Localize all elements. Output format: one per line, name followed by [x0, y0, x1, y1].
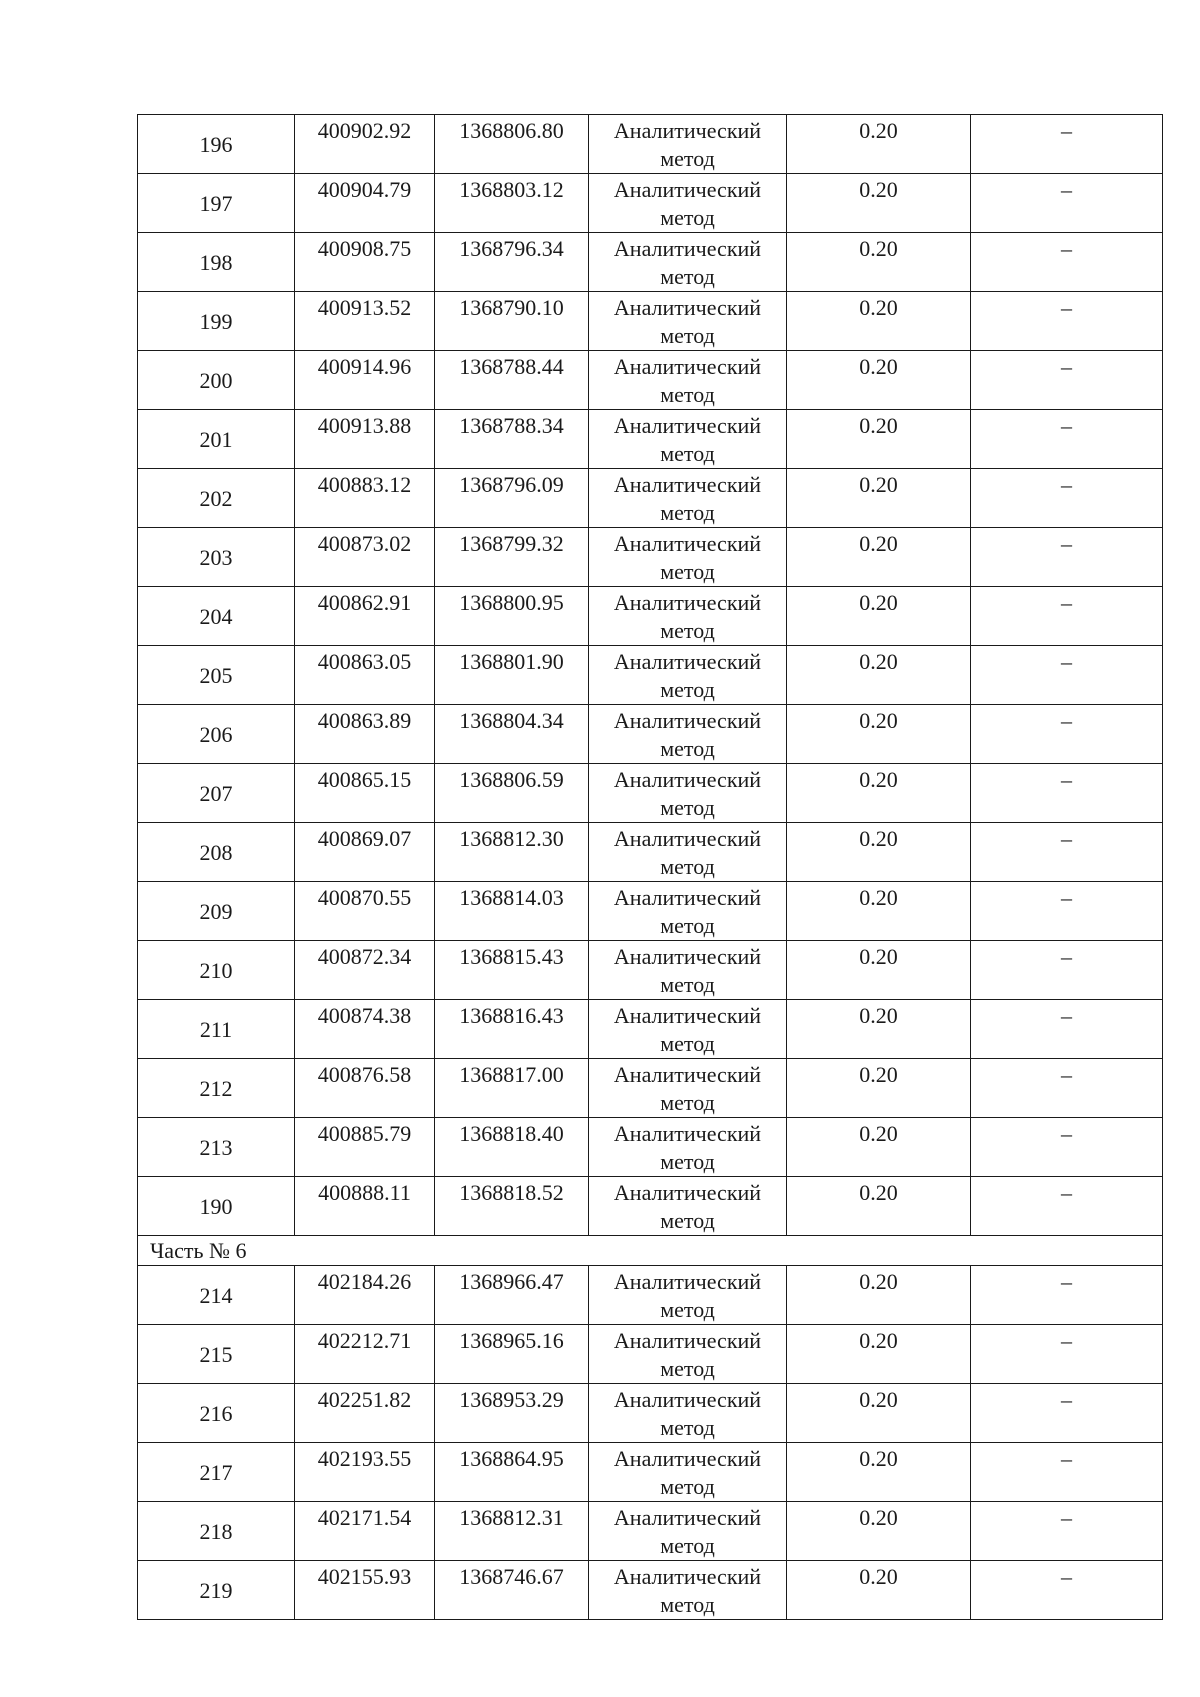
method-cell [589, 469, 787, 528]
table-row [138, 174, 1163, 233]
accuracy: 0.20 [787, 587, 971, 646]
method-cell [589, 823, 787, 882]
coord-x: 400908.75 [295, 233, 435, 292]
method-cell [589, 1266, 787, 1325]
table-row [138, 646, 1163, 705]
method-line1: Аналитический [613, 767, 762, 792]
coord-y: 1368817.00 [435, 1059, 589, 1118]
point-number: 209 [138, 882, 295, 941]
note: – [971, 233, 1163, 292]
accuracy: 0.20 [787, 410, 971, 469]
note: – [971, 1059, 1163, 1118]
point-number: 197 [138, 174, 295, 233]
coord-y: 1368796.09 [435, 469, 589, 528]
accuracy: 0.20 [787, 823, 971, 882]
note: – [971, 1177, 1163, 1236]
method-cell [589, 1502, 787, 1561]
table-row [138, 705, 1163, 764]
coord-y: 1368788.44 [435, 351, 589, 410]
method-cell [589, 174, 787, 233]
method-line1: Аналитический [613, 1387, 762, 1412]
note: – [971, 705, 1163, 764]
accuracy: 0.20 [787, 1384, 971, 1443]
point-number: 196 [138, 115, 295, 174]
method-line1: Аналитический [613, 1269, 762, 1294]
method-line2: метод [660, 736, 715, 761]
note: – [971, 528, 1163, 587]
accuracy: 0.20 [787, 292, 971, 351]
method-line1: Аналитический [613, 413, 762, 438]
note: – [971, 764, 1163, 823]
table-row [138, 1325, 1163, 1384]
accuracy: 0.20 [787, 705, 971, 764]
coord-x: 402212.71 [295, 1325, 435, 1384]
method-line1: Аналитический [613, 944, 762, 969]
accuracy: 0.20 [787, 528, 971, 587]
point-number: 207 [138, 764, 295, 823]
coord-y: 1368746.67 [435, 1561, 589, 1620]
method-line2: метод [660, 677, 715, 702]
method-line1: Аналитический [613, 1003, 762, 1028]
note: – [971, 410, 1163, 469]
coord-y: 1368801.90 [435, 646, 589, 705]
table-row [138, 941, 1163, 1000]
method-line1: Аналитический [613, 1062, 762, 1087]
point-number: 211 [138, 1000, 295, 1059]
method-line2: метод [660, 323, 715, 348]
table-row [138, 1000, 1163, 1059]
coord-y: 1368803.12 [435, 174, 589, 233]
coord-x: 402155.93 [295, 1561, 435, 1620]
table-body [138, 115, 1163, 1620]
coord-y: 1368812.31 [435, 1502, 589, 1561]
method-cell [589, 1000, 787, 1059]
method-cell [589, 1325, 787, 1384]
method-cell [589, 941, 787, 1000]
note: – [971, 823, 1163, 882]
table-row [138, 410, 1163, 469]
coord-y: 1368806.80 [435, 115, 589, 174]
method-line2: метод [660, 146, 715, 171]
accuracy: 0.20 [787, 1325, 971, 1384]
point-number: 205 [138, 646, 295, 705]
coord-y: 1368816.43 [435, 1000, 589, 1059]
point-number: 214 [138, 1266, 295, 1325]
method-cell [589, 528, 787, 587]
note: – [971, 646, 1163, 705]
method-cell [589, 882, 787, 941]
table-row [138, 587, 1163, 646]
coord-x: 402251.82 [295, 1384, 435, 1443]
point-number: 198 [138, 233, 295, 292]
coord-y: 1368799.32 [435, 528, 589, 587]
method-line2: метод [660, 1208, 715, 1233]
method-cell [589, 1561, 787, 1620]
method-line2: метод [660, 1415, 715, 1440]
method-line2: метод [660, 618, 715, 643]
method-cell [589, 233, 787, 292]
method-line2: метод [660, 1090, 715, 1115]
note: – [971, 469, 1163, 528]
method-cell [589, 115, 787, 174]
method-line2: метод [660, 264, 715, 289]
method-line1: Аналитический [613, 1446, 762, 1471]
method-cell [589, 1059, 787, 1118]
method-cell [589, 292, 787, 351]
accuracy: 0.20 [787, 469, 971, 528]
note: – [971, 1325, 1163, 1384]
table-row [138, 882, 1163, 941]
table-row [138, 764, 1163, 823]
method-line1: Аналитический [613, 354, 762, 379]
accuracy: 0.20 [787, 115, 971, 174]
note: – [971, 882, 1163, 941]
coord-y: 1368818.40 [435, 1118, 589, 1177]
table-row [138, 1384, 1163, 1443]
coord-x: 400885.79 [295, 1118, 435, 1177]
coord-y: 1368800.95 [435, 587, 589, 646]
coord-y: 1368814.03 [435, 882, 589, 941]
method-line1: Аналитический [613, 1180, 762, 1205]
coord-y: 1368953.29 [435, 1384, 589, 1443]
note: – [971, 292, 1163, 351]
point-number: 210 [138, 941, 295, 1000]
table-row [138, 1561, 1163, 1620]
coord-x: 400904.79 [295, 174, 435, 233]
point-number: 190 [138, 1177, 295, 1236]
method-cell [589, 1384, 787, 1443]
coord-x: 400863.89 [295, 705, 435, 764]
coord-x: 402184.26 [295, 1266, 435, 1325]
method-line1: Аналитический [613, 590, 762, 615]
coordinates-table [137, 114, 1163, 1620]
accuracy: 0.20 [787, 1561, 971, 1620]
method-line2: метод [660, 559, 715, 584]
coord-y: 1368796.34 [435, 233, 589, 292]
coord-x: 400902.92 [295, 115, 435, 174]
accuracy: 0.20 [787, 646, 971, 705]
table-row [138, 1177, 1163, 1236]
method-cell [589, 351, 787, 410]
table-row [138, 823, 1163, 882]
coord-x: 400874.38 [295, 1000, 435, 1059]
point-number: 201 [138, 410, 295, 469]
method-line1: Аналитический [613, 1328, 762, 1353]
method-line2: метод [660, 854, 715, 879]
note: – [971, 1000, 1163, 1059]
method-line1: Аналитический [613, 236, 762, 261]
accuracy: 0.20 [787, 1177, 971, 1236]
method-line2: метод [660, 500, 715, 525]
table-row [138, 1502, 1163, 1561]
coord-x: 402171.54 [295, 1502, 435, 1561]
method-line1: Аналитический [613, 649, 762, 674]
note: – [971, 115, 1163, 174]
table-row [138, 1059, 1163, 1118]
table-row [138, 469, 1163, 528]
coord-x: 400913.88 [295, 410, 435, 469]
method-line2: метод [660, 1297, 715, 1322]
accuracy: 0.20 [787, 1059, 971, 1118]
coord-x: 400865.15 [295, 764, 435, 823]
coord-x: 400863.05 [295, 646, 435, 705]
method-line2: метод [660, 1474, 715, 1499]
accuracy: 0.20 [787, 882, 971, 941]
coord-x: 402193.55 [295, 1443, 435, 1502]
coord-x: 400888.11 [295, 1177, 435, 1236]
method-line1: Аналитический [613, 118, 762, 143]
method-line1: Аналитический [613, 295, 762, 320]
point-number: 203 [138, 528, 295, 587]
method-line1: Аналитический [613, 885, 762, 910]
table-row [138, 292, 1163, 351]
method-line1: Аналитический [613, 826, 762, 851]
table-row [138, 351, 1163, 410]
method-line2: метод [660, 1031, 715, 1056]
section-label: Часть № 6 [138, 1236, 1163, 1266]
method-cell [589, 1177, 787, 1236]
method-cell [589, 1118, 787, 1177]
method-line2: метод [660, 1533, 715, 1558]
accuracy: 0.20 [787, 1118, 971, 1177]
section-header-row [138, 1236, 1163, 1266]
note: – [971, 1266, 1163, 1325]
table-row [138, 528, 1163, 587]
table-row [138, 1443, 1163, 1502]
method-line1: Аналитический [613, 1121, 762, 1146]
accuracy: 0.20 [787, 764, 971, 823]
coord-y: 1368864.95 [435, 1443, 589, 1502]
table-row [138, 1266, 1163, 1325]
method-line1: Аналитический [613, 472, 762, 497]
table-row [138, 115, 1163, 174]
table-row [138, 1118, 1163, 1177]
coord-y: 1368812.30 [435, 823, 589, 882]
point-number: 212 [138, 1059, 295, 1118]
coord-x: 400873.02 [295, 528, 435, 587]
method-line2: метод [660, 441, 715, 466]
coord-y: 1368818.52 [435, 1177, 589, 1236]
point-number: 202 [138, 469, 295, 528]
method-line1: Аналитический [613, 1564, 762, 1589]
method-line1: Аналитический [613, 177, 762, 202]
note: – [971, 941, 1163, 1000]
note: – [971, 1561, 1163, 1620]
table-row [138, 233, 1163, 292]
method-cell [589, 764, 787, 823]
accuracy: 0.20 [787, 351, 971, 410]
point-number: 216 [138, 1384, 295, 1443]
point-number: 208 [138, 823, 295, 882]
accuracy: 0.20 [787, 233, 971, 292]
point-number: 217 [138, 1443, 295, 1502]
coord-y: 1368804.34 [435, 705, 589, 764]
point-number: 200 [138, 351, 295, 410]
accuracy: 0.20 [787, 174, 971, 233]
coord-x: 400883.12 [295, 469, 435, 528]
point-number: 204 [138, 587, 295, 646]
method-line2: метод [660, 205, 715, 230]
coord-x: 400876.58 [295, 1059, 435, 1118]
method-line2: метод [660, 913, 715, 938]
coord-x: 400914.96 [295, 351, 435, 410]
method-line1: Аналитический [613, 531, 762, 556]
coord-y: 1368788.34 [435, 410, 589, 469]
coord-x: 400869.07 [295, 823, 435, 882]
method-cell [589, 410, 787, 469]
note: – [971, 1443, 1163, 1502]
method-line1: Аналитический [613, 708, 762, 733]
accuracy: 0.20 [787, 1502, 971, 1561]
note: – [971, 174, 1163, 233]
coord-y: 1368790.10 [435, 292, 589, 351]
coord-x: 400870.55 [295, 882, 435, 941]
coord-y: 1368815.43 [435, 941, 589, 1000]
accuracy: 0.20 [787, 1000, 971, 1059]
method-line2: метод [660, 1149, 715, 1174]
method-line2: метод [660, 1356, 715, 1381]
method-line1: Аналитический [613, 1505, 762, 1530]
point-number: 218 [138, 1502, 295, 1561]
method-cell [589, 1443, 787, 1502]
method-cell [589, 705, 787, 764]
coord-x: 400862.91 [295, 587, 435, 646]
note: – [971, 351, 1163, 410]
note: – [971, 587, 1163, 646]
accuracy: 0.20 [787, 1266, 971, 1325]
coord-y: 1368965.16 [435, 1325, 589, 1384]
method-line2: метод [660, 795, 715, 820]
point-number: 219 [138, 1561, 295, 1620]
point-number: 215 [138, 1325, 295, 1384]
method-cell [589, 646, 787, 705]
method-cell [589, 587, 787, 646]
coord-x: 400913.52 [295, 292, 435, 351]
point-number: 206 [138, 705, 295, 764]
accuracy: 0.20 [787, 941, 971, 1000]
point-number: 199 [138, 292, 295, 351]
coord-y: 1368806.59 [435, 764, 589, 823]
note: – [971, 1384, 1163, 1443]
coord-x: 400872.34 [295, 941, 435, 1000]
method-line2: метод [660, 1592, 715, 1617]
point-number: 213 [138, 1118, 295, 1177]
method-line2: метод [660, 972, 715, 997]
note: – [971, 1502, 1163, 1561]
note: – [971, 1118, 1163, 1177]
coord-y: 1368966.47 [435, 1266, 589, 1325]
method-line2: метод [660, 382, 715, 407]
accuracy: 0.20 [787, 1443, 971, 1502]
